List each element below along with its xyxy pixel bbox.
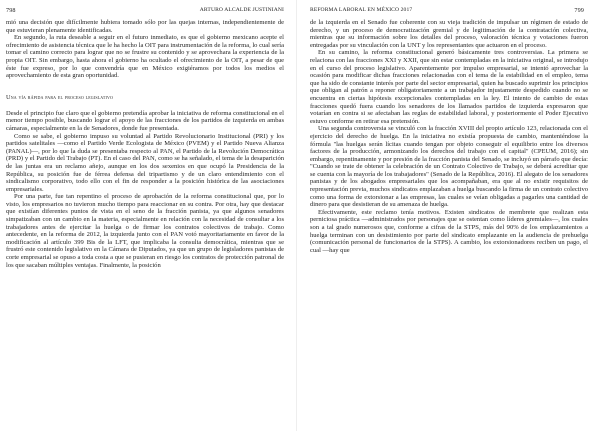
right-page-number: 799: [574, 7, 584, 14]
section-heading: [6, 94, 284, 101]
left-page-body: [6, 19, 284, 269]
paragraph: Una segunda controversia se vinculó con la fracción XVIII del propio artículo 123, relacionada con el ejercicio del derecho de huelga. En la iniciativa no existía propuesta de cambio, manteniéndose la fórmula "las huelgas serán lícitas cuando tengan por objeto conseguir el equilibrio entre los diversos factores de la producción, armonizando los derechos del trabajo con el capital" (CPEUM, 2016); sin embargo, repentinamente y por presión de la fracción panista del Senado, se incluyó un párrafo que decía: "Cuando se trate de obtener la celebración de un Contrato Colectivo de Trabajo, se deberá acreditar que se cuenta con la mayoría de los trabajadores" (Senado de la República, 2016). El alegato de los senadores panistas y de los abogados empresariales que los acompañaban, era que al no existir requisitos de representación previa, muchos sindicatos emplazaban a huelga buscando la firma de un contrato colectivo como una forma de extorsionar a las empresas, las cuales se veían obligadas a pagarles una cantidad de dinero para que desistieran de su amenaza de huelga.: [310, 125, 588, 209]
paragraph: En su camino, la reforma constitucional generó básicamente tres controversias. La primera se relaciona con las fracciones XXI y XXII, que sin estar contempladas en la iniciativa original, se introdujo en el curso del proceso legislativo. Aparentemente por impulso empresarial, se intentó aprovechar la ocasión para modificar dichas fracciones relacionadas con el tema de la estabilidad en el empleo, tema que ha sido de constante interés por parte del sector empresarial, quien ha buscado suprimir los principios que obligan al patrón a reponer obligatoriamente a un trabajador injustamente despedido cuando no se encuentra en ciertas hipótesis excepcionales contempladas en la ley. El intento de cambio de estas fracciones quedó fuera cuando los senadores de los llamados partidos de izquierda expresaron que votarían en contra si se afectaban las reglas de estabilidad laboral, y posteriormente el Poder Ejecutivo estuvo conforme en retirar esa pretensión.: [310, 49, 588, 125]
paragraph: Por una parte, fue tan repentino el proceso de aprobación de la reforma constitucional que, por lo visto, los empresarios no tuvieron mucho tiempo para reaccionar en su contra. Por otra, hay que destacar que existían diferentes puntos de vista en el seno de la fracción panista, ya que algunos senadores simpatizaban con un cambio en la materia, especialmente en relación con la necesidad de consultar a los trabajadores antes de ejercitar la huelga o de firmar los contratos colectivos de trabajo. Como antecedente, en la reforma de 2012, la izquierda junto con el PAN votó mayoritariamente en favor de la modificación al artículo 399 Bis de la LFT, que implicaba la consulta democrática, mientras que se frustró este contenido legislativo en la Cámara de Diputados, ya que un grupo de legisladores panistas de corte empresarial se opuso a toda costa a que se pusieran en riesgo los contratos de protección patronal de los que sacaban múltiples ventajas. Finalmente, la posición: [6, 193, 284, 269]
right-page: [300, 0, 592, 431]
paragraph: Efectivamente, este reclamo tenía motivos. Existen sindicatos de membrete que realizan esta perniciosa práctica —administrados por personajes que se ostentan como líderes gremiales—, los cuales son a tal grado numerosos que, conforme a cifras de la STPS, más del 90% de los emplazamientos a huelga terminan con un desistimiento por parte del sindicato emplazante en la audiencia de prehuelga (comunicación personal de funcionarios de la STPS). A cambio, los extorsionadores reciben un pago, el cual —hay que: [310, 208, 588, 254]
left-page-header: [6, 7, 284, 15]
paragraph: mió una decisión que difícilmente hubiera tomado sólo por las quejas internas, independientemente de que estuvieran plenamente identificadas.: [6, 19, 284, 34]
right-page-body: [310, 19, 588, 254]
paragraph: En segundo, la ruta deseable a seguir en el futuro inmediato, es que el gobierno mexicano acepte el ofrecimiento de asistencia técnica que le ha hecho la OIT para instrumentación de la reforma, lo cual sería tomar el camino correcto para lograr que no se frustre su contenido y se aprovechara la experiencia de la propia OIT. Sin embargo, hasta ahora el gobierno ha ocultado el ofrecimiento de la OIT, a pesar de que éste fue expreso, por lo que convendría que en México exigiéramos por todos los medios el aprovechamiento de esta gran oportunidad.: [6, 34, 284, 80]
right-running-head: REFORMA LABORAL EN MÉXICO 2017: [310, 7, 413, 13]
page-gutter: [296, 0, 297, 431]
left-page-number: 798: [6, 7, 16, 14]
paragraph: Desde el principio fue claro que el gobierno pretendía aprobar la iniciativa de reforma constitucional en el menor tiempo posible, buscando lograr el apoyo de las fracciones de los partidos de izquierda en ambas cámaras, especialmente en la de Senadores, donde fue presentada.: [6, 109, 284, 132]
paragraph: Como se sabe, el gobierno impuso su voluntad al Partido Revolucionario Institucional (PRI) y los partidos satelitales —como el Partido Verde Ecologista de México (PVEM) y el Partido Nueva Alianza (PANAL)—, por lo que la duda se presentaba respecto al PAN, el Partido de la Revolución Democrática (PRD) y el Partido del Trabajo (PT). En el caso del PAN, como se ha señalado, el tema de la desaparición de las juntas era un reclamo añejo, aunque en los dos sexenios en que ocupó la Presidencia de la República, su posición fue de férrea defensa del tripartismo y de un claro entendimiento con el sindicalismo corporativo, todo ello con el fin de responder a la posición histórica de las asociaciones empresariales.: [6, 132, 284, 193]
section-heading-text: Una vía rápida para el proceso legislativo: [6, 93, 114, 101]
left-page: [0, 0, 292, 431]
left-running-head: ARTURO ALCALDE JUSTINIANI: [199, 7, 284, 13]
paragraph: de la izquierda en el Senado fue coherente con su vieja tradición de impulsar un régimen de estado de derecho, y un proceso de democratización gremial y de legitimación de la contratación colectiva, mientras que su información sobre los detalles del proceso, valoración técnica y votaciones fueron entregadas por su vinculación con la UNT y los representantes que actuaron en el proceso.: [310, 19, 588, 49]
right-page-header: [306, 7, 584, 15]
